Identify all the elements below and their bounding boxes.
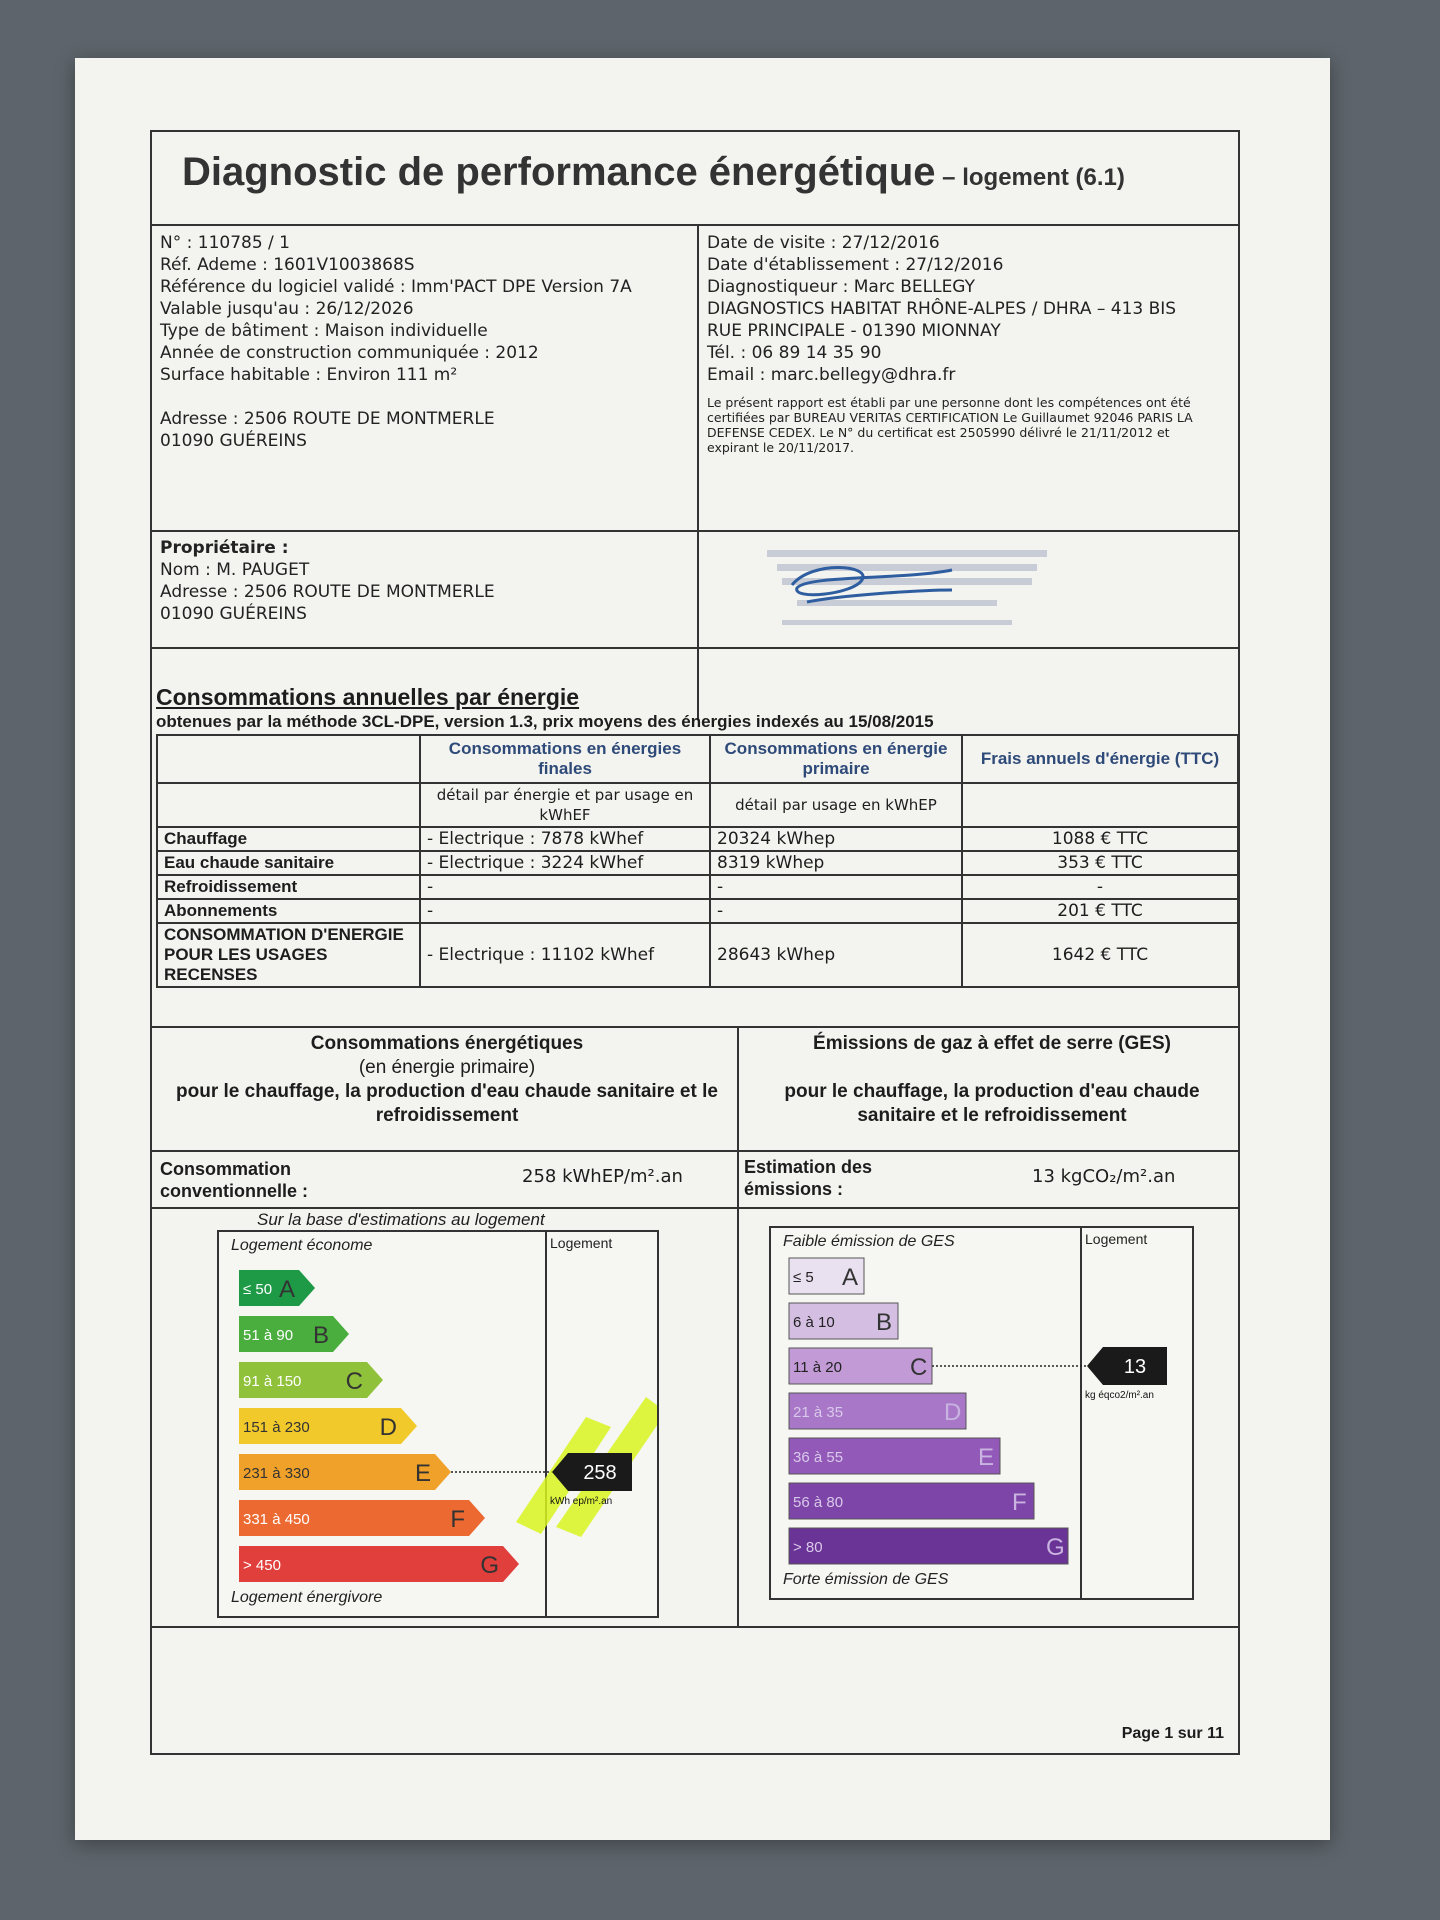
energy-label-svg bbox=[219, 1232, 657, 1616]
class-range-e: 36 à 55 bbox=[793, 1449, 844, 1466]
energy-panel-heading bbox=[162, 1032, 732, 1128]
table-row bbox=[157, 827, 1238, 851]
est-label: Estimation des émissions : bbox=[744, 1157, 873, 1199]
top-label: Faible émission de GES bbox=[783, 1233, 955, 1250]
class-letter-e: E bbox=[978, 1444, 995, 1471]
info-ademe: Réf. Ademe : 1601V1003868S bbox=[160, 255, 415, 275]
ges-heading: Émissions de gaz à effet de serre (GES) bbox=[813, 1033, 1171, 1054]
row-label: Refroidissement bbox=[157, 875, 420, 899]
info-address: Adresse : 2506 ROUTE DE MONTMERLE bbox=[160, 409, 495, 429]
ges-label-chart bbox=[769, 1226, 1194, 1600]
header-final: Consommations en énergies finales bbox=[420, 735, 710, 783]
row-cost: 1642 € TTC bbox=[962, 923, 1238, 987]
class-range-e: 231 à 330 bbox=[243, 1465, 310, 1482]
row-label: Eau chaude sanitaire bbox=[157, 851, 420, 875]
subheader-cost bbox=[962, 783, 1238, 827]
row-label: CONSOMMATION D'ENERGIE POUR LES USAGES RECENSES bbox=[157, 923, 420, 987]
energy-label-chart bbox=[217, 1230, 659, 1618]
row-cost: 1088 € TTC bbox=[962, 827, 1238, 851]
class-letter-c: C bbox=[910, 1354, 928, 1381]
conv-value: 258 kWhEP/m².an bbox=[522, 1166, 683, 1187]
subheader-final: détail par énergie et par usage en kWhEF bbox=[420, 783, 710, 827]
header-divider bbox=[697, 224, 699, 720]
class-range-a: ≤ 5 bbox=[793, 1269, 814, 1286]
row-label: Abonnements bbox=[157, 899, 420, 923]
row-cost: 201 € TTC bbox=[962, 899, 1238, 923]
class-letter-f: F bbox=[1012, 1489, 1027, 1516]
panel-top-line bbox=[152, 1026, 1238, 1028]
signature-stamp bbox=[752, 540, 1082, 650]
logement-column-label: Logement bbox=[1085, 1231, 1148, 1247]
info-building-type: Type de bâtiment : Maison individuelle bbox=[160, 321, 488, 341]
left-info-block bbox=[160, 232, 632, 452]
company-street: RUE PRINCIPALE - 01390 MIONNAY bbox=[707, 321, 1001, 341]
company: DIAGNOSTICS HABITAT RHÔNE-ALPES / DHRA – 413 BIS bbox=[707, 299, 1177, 319]
page-number: Page 1 sur 11 bbox=[1121, 1725, 1224, 1742]
class-range-b: 51 à 90 bbox=[243, 1327, 294, 1344]
info-construction-year: Année de construction communiquée : 2012 bbox=[160, 343, 539, 363]
owner-block bbox=[160, 537, 495, 625]
class-letter-g: G bbox=[480, 1552, 499, 1579]
consumption-title: Consommations annuelles par énergie bbox=[156, 684, 580, 710]
consumption-subtitle: obtenues par la méthode 3CL-DPE, version 1.3, prix moyens des énergies indexés au 15/08/2015 bbox=[156, 712, 934, 731]
empty-subheader-cell bbox=[157, 783, 420, 827]
row-primary: - bbox=[710, 899, 962, 923]
email: Email : marc.bellegy@dhra.fr bbox=[707, 365, 956, 385]
owner-city: 01090 GUÉREINS bbox=[160, 604, 307, 624]
class-bar-g bbox=[789, 1528, 1068, 1564]
value-marker-text: 13 bbox=[1123, 1356, 1147, 1378]
table-row bbox=[157, 851, 1238, 875]
row-primary: 28643 kWhep bbox=[710, 923, 962, 987]
table-row bbox=[157, 875, 1238, 899]
row-final: - Electrique : 11102 kWhef bbox=[420, 923, 710, 987]
title-box bbox=[152, 132, 1238, 226]
class-range-a: ≤ 50 bbox=[243, 1281, 273, 1298]
class-letter-d: D bbox=[944, 1399, 962, 1426]
subheader-primary: détail par usage en kWhEP bbox=[710, 783, 962, 827]
class-range-g: > 450 bbox=[243, 1557, 281, 1574]
ges-panel-heading bbox=[752, 1032, 1232, 1128]
title-main: Diagnostic de performance énergétique bbox=[182, 150, 936, 194]
consumption-table bbox=[156, 734, 1239, 988]
ges-line3: pour le chauffage, la production d'eau chaude sanitaire et le refroidissement bbox=[784, 1081, 1200, 1126]
logement-column-label: Logement bbox=[550, 1235, 613, 1251]
class-range-d: 151 à 230 bbox=[243, 1419, 310, 1436]
header-bottom-line bbox=[152, 647, 1238, 649]
top-label: Logement économe bbox=[231, 1237, 373, 1254]
class-letter-d: D bbox=[379, 1414, 397, 1441]
class-letter-b: B bbox=[876, 1309, 893, 1336]
class-range-f: 56 à 80 bbox=[793, 1494, 844, 1511]
class-letter-c: C bbox=[345, 1368, 363, 1395]
row-label: Chauffage bbox=[157, 827, 420, 851]
energy-line2: (en énergie primaire) bbox=[358, 1057, 536, 1078]
info-valid-until: Valable jusqu'au : 26/12/2026 bbox=[160, 299, 414, 319]
row-final: - Electrique : 7878 kWhef bbox=[420, 827, 710, 851]
owner-name: Nom : M. PAUGET bbox=[160, 560, 310, 580]
class-range-c: 91 à 150 bbox=[243, 1373, 302, 1390]
bottom-label: Forte émission de GES bbox=[783, 1571, 949, 1588]
info-city: 01090 GUÉREINS bbox=[160, 431, 307, 451]
basis-note: Sur la base d'estimations au logement bbox=[257, 1210, 545, 1229]
estimate-top-line bbox=[152, 1150, 1238, 1152]
value-unit: kg éqco2/m².an bbox=[1085, 1390, 1154, 1401]
value-marker-text: 258 bbox=[583, 1462, 617, 1484]
energy-line3: pour le chauffage, la production d'eau chaude sanitaire et le refroidissement bbox=[176, 1081, 718, 1126]
row-final: - Electrique : 3224 kWhef bbox=[420, 851, 710, 875]
class-range-d: 21 à 35 bbox=[793, 1404, 844, 1421]
class-bar-g bbox=[239, 1546, 519, 1582]
info-surface: Surface habitable : Environ 111 m² bbox=[160, 365, 458, 385]
panel-bottom-line bbox=[152, 1626, 1238, 1628]
right-info-block bbox=[707, 232, 1176, 386]
table-row bbox=[157, 899, 1238, 923]
class-range-c: 11 à 20 bbox=[793, 1359, 842, 1376]
row-final: - bbox=[420, 899, 710, 923]
header-cost: Frais annuels d'énergie (TTC) bbox=[962, 735, 1238, 783]
energy-heading: Consommations énergétiques bbox=[310, 1033, 584, 1054]
row-primary: 8319 kWhep bbox=[710, 851, 962, 875]
conv-label: Consommation conventionnelle : bbox=[160, 1159, 309, 1201]
paper-sheet bbox=[75, 58, 1330, 1840]
info-number: N° : 110785 / 1 bbox=[160, 233, 290, 253]
info-software: Référence du logiciel validé : Imm'PACT DPE Version 7A bbox=[160, 277, 632, 297]
row-primary: 20324 kWhep bbox=[710, 827, 962, 851]
est-value: 13 kgCO₂/m².an bbox=[1032, 1166, 1176, 1187]
class-letter-a: A bbox=[278, 1276, 295, 1303]
diagnostician: Diagnostiqueur : Marc BELLEGY bbox=[707, 277, 976, 297]
document-title bbox=[182, 150, 1125, 195]
class-letter-f: F bbox=[450, 1506, 465, 1533]
class-letter-b: B bbox=[312, 1322, 329, 1349]
class-range-f: 331 à 450 bbox=[243, 1511, 310, 1528]
phone: Tél. : 06 89 14 35 90 bbox=[707, 343, 882, 363]
class-range-g: > 80 bbox=[793, 1539, 823, 1556]
panel-divider bbox=[737, 1026, 739, 1626]
certification-note: Le présent rapport est établi par une personne dont les compétences ont été certifiées par BUREAU VERITAS CERTIFICATION Le Guillaumet 92046 PARIS LA DEFENSE CEDEX. Le N° du certificat est 2505990 délivré le 21/11/2012 et expirant le 20/11/2017. bbox=[707, 395, 1193, 455]
ges-label-svg bbox=[771, 1228, 1192, 1598]
table-row-total bbox=[157, 923, 1238, 987]
class-range-b: 6 à 10 bbox=[793, 1314, 835, 1331]
title-sub: – logement (6.1) bbox=[935, 164, 1125, 191]
empty-header-cell bbox=[157, 735, 420, 783]
header-primary: Consommations en énergie primaire bbox=[710, 735, 962, 783]
row-final: - bbox=[420, 875, 710, 899]
establishment-date: Date d'établissement : 27/12/2016 bbox=[707, 255, 1004, 275]
visit-date: Date de visite : 27/12/2016 bbox=[707, 233, 940, 253]
owner-separator bbox=[152, 530, 1238, 532]
owner-address: Adresse : 2506 ROUTE DE MONTMERLE bbox=[160, 582, 495, 602]
row-cost: 353 € TTC bbox=[962, 851, 1238, 875]
owner-heading: Propriétaire : bbox=[160, 538, 289, 558]
dpe-document bbox=[150, 130, 1240, 1755]
row-cost: - bbox=[962, 875, 1238, 899]
class-letter-e: E bbox=[414, 1460, 431, 1487]
value-unit: kWh ep/m².an bbox=[550, 1496, 613, 1507]
estimate-bottom-line bbox=[152, 1207, 1238, 1209]
bottom-label: Logement énergivore bbox=[231, 1589, 383, 1606]
class-letter-g: G bbox=[1046, 1534, 1065, 1561]
class-letter-a: A bbox=[842, 1264, 859, 1291]
row-primary: - bbox=[710, 875, 962, 899]
